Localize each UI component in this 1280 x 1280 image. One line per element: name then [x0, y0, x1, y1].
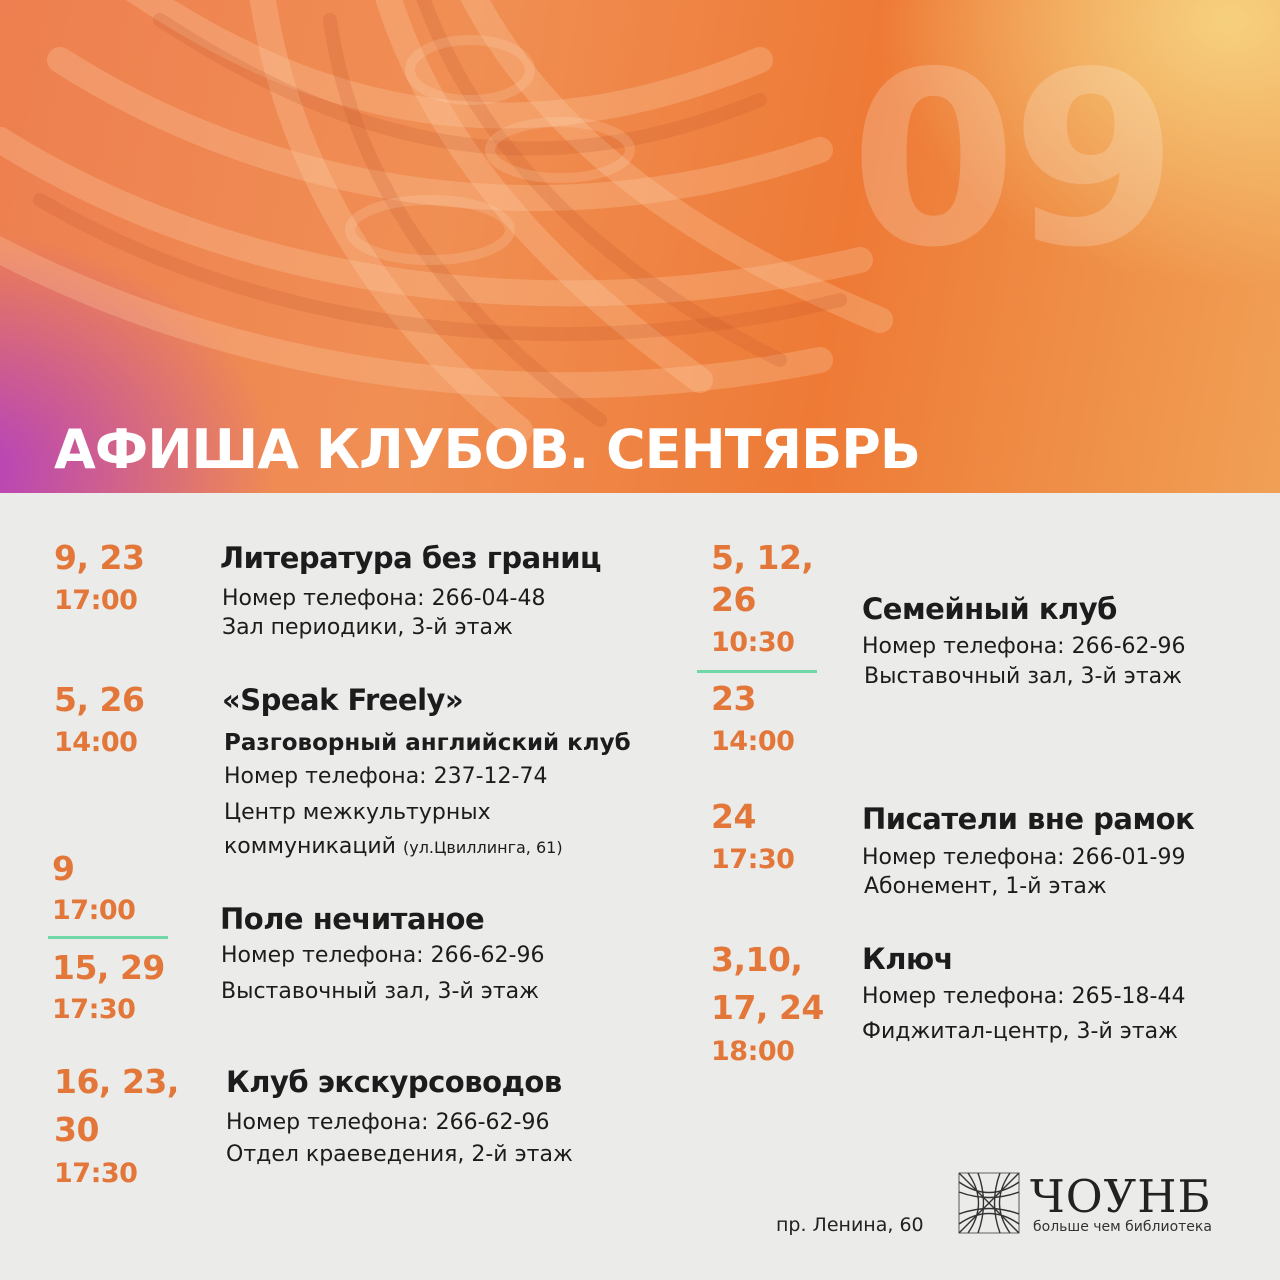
event-place-line2 [224, 834, 563, 859]
event-title: «Speak Freely» [222, 683, 464, 717]
event-phone: Номер телефона: 266-62-96 [221, 943, 545, 968]
event-title: Литература без границ [220, 541, 602, 575]
event-subtitle: Разговорный английский клуб [224, 730, 631, 756]
event-time: 10:30 [711, 627, 795, 658]
event-place: Отдел краеведения, 2-й этаж [226, 1142, 573, 1167]
event-place: Центр межкультурных [224, 800, 491, 825]
event-title: Поле нечитаное [220, 902, 485, 936]
event-dates: 9, 23 [54, 538, 145, 577]
event-dates: 5, 26 [54, 680, 145, 719]
event-phone: Номер телефона: 266-62-96 [862, 634, 1186, 659]
event-phone: Номер телефона: 265-18-44 [862, 984, 1186, 1009]
event-time: 17:30 [711, 844, 795, 875]
event-time: 14:00 [54, 727, 138, 758]
library-address: пр. Ленина, 60 [776, 1214, 924, 1236]
event-time: 17:00 [52, 895, 136, 926]
event-time: 14:00 [711, 726, 795, 757]
event-phone: Номер телефона: 237-12-74 [224, 764, 548, 789]
event-dates: 15, 29 [52, 948, 165, 987]
event-dates: 24 [711, 797, 756, 836]
event-dates: 5, 12, [711, 538, 814, 577]
event-phone: Номер телефона: 266-04-48 [222, 586, 546, 611]
event-place: Выставочный зал, 3-й этаж [864, 664, 1182, 689]
event-phone: Номер телефона: 266-62-96 [226, 1110, 550, 1135]
page-title: АФИША КЛУБОВ. СЕНТЯБРЬ [54, 418, 921, 481]
event-place: Абонемент, 1-й этаж [864, 874, 1107, 899]
event-dates-line2: 26 [711, 580, 756, 619]
event-time: 18:00 [711, 1036, 795, 1067]
event-dates-line2: 17, 24 [711, 988, 824, 1027]
event-dates: 3,10, [711, 940, 803, 979]
event-time: 17:30 [52, 994, 136, 1025]
event-dates: 16, 23, [54, 1062, 179, 1101]
event-title: Семейный клуб [862, 592, 1117, 626]
library-logo-name: ЧОУНБ [1030, 1170, 1212, 1223]
separator [48, 936, 168, 939]
event-title: Клуб экскурсоводов [226, 1065, 562, 1099]
event-place-note: (ул.Цвиллинга, 61) [402, 838, 563, 857]
event-place: Зал периодики, 3-й этаж [222, 615, 513, 640]
event-time: 17:00 [54, 585, 138, 616]
event-place: Выставочный зал, 3-й этаж [221, 979, 539, 1004]
library-logo-tagline: больше чем библиотека [1033, 1219, 1212, 1235]
event-dates: 23 [711, 679, 756, 718]
event-place-text: коммуникаций [224, 834, 396, 859]
event-title: Писатели вне рамок [862, 802, 1195, 836]
event-title: Ключ [862, 942, 954, 976]
event-dates-line2: 30 [54, 1110, 99, 1149]
event-dates: 9 [52, 849, 75, 888]
library-logo-icon [958, 1172, 1020, 1234]
event-time: 17:30 [54, 1158, 138, 1189]
event-phone: Номер телефона: 266-01-99 [862, 845, 1186, 870]
month-number: 09 [850, 20, 1172, 300]
header-banner [0, 0, 1280, 493]
separator [697, 670, 817, 673]
event-place: Фиджитал-центр, 3-й этаж [862, 1019, 1178, 1044]
